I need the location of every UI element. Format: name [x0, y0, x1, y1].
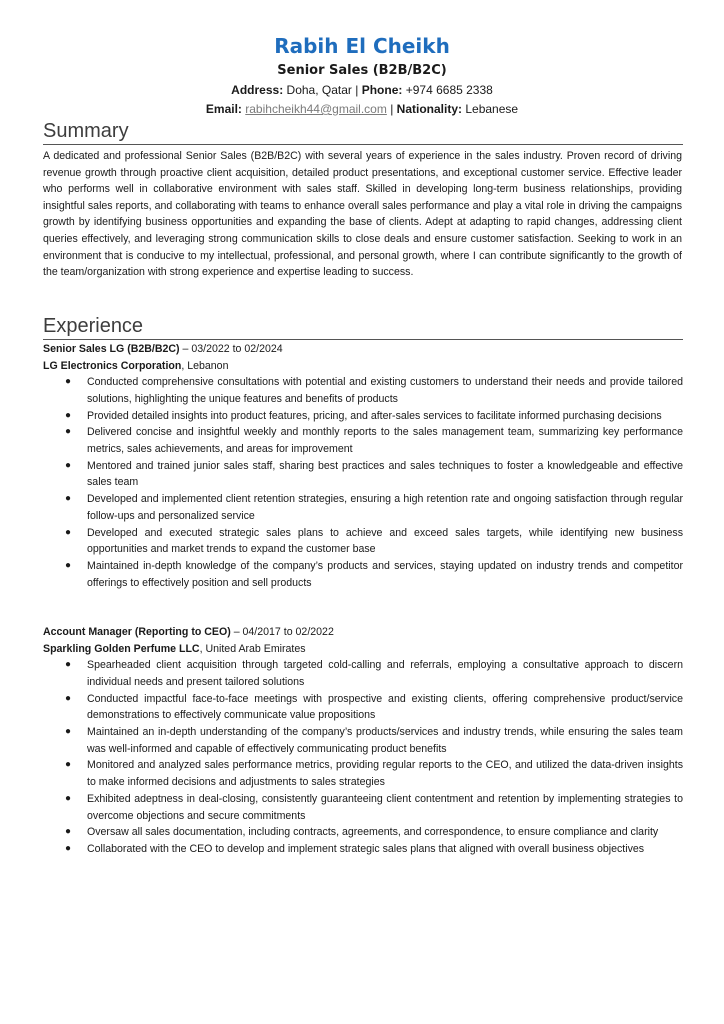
list-item [43, 841, 683, 858]
bullet-icon: ● [65, 459, 72, 471]
bullet-icon: ● [65, 426, 72, 438]
candidate-role: Senior Sales (B2B/B2C) [277, 63, 447, 78]
bullet-icon: ● [65, 559, 72, 571]
job-title: Account Manager (Reporting to CEO) [43, 626, 231, 638]
bullet-icon: ● [65, 526, 72, 538]
bullet-icon: ● [65, 842, 72, 854]
company-line [43, 358, 683, 375]
list-item-text: Developed and implemented client retention strategies, ensuring a high retention rate and ongoing satisfaction through regular follow-ups and personalized service [87, 493, 683, 522]
contact-line-email-nationality [0, 100, 724, 119]
list-item [43, 757, 683, 790]
company-name: LG Electronics Corporation [43, 359, 182, 372]
candidate-name: Rabih El Cheikh [274, 34, 450, 58]
bullet-icon: ● [65, 659, 72, 671]
job-dates: – 04/2017 to 02/2022 [230, 626, 334, 638]
list-item-text: Delivered concise and insightful weekly and monthly reports to the sales management team, summarizing key performance metrics, sales achievements, and areas for improvement [87, 426, 683, 455]
list-item-text: Exhibited adeptness in deal-closing, consistently guaranteeing client contentment and retention by implementing strategies to overcome objections and secure commitments [87, 792, 683, 822]
separator: | [390, 102, 394, 116]
bullet-icon: ● [65, 726, 72, 737]
company-name: Sparkling Golden Perfume LLC [43, 642, 200, 655]
bullet-icon: ● [65, 409, 72, 421]
job-title-line [43, 624, 683, 641]
company-location: , Lebanon [181, 359, 229, 372]
bullet-icon: ● [65, 376, 72, 388]
company-line [43, 641, 683, 658]
list-item-text: Monitored and analyzed sales performance metrics, providing regular reports to the CEO, and utilized the data-driven insights to make informed decisions and adjustments to sales strategies [87, 759, 683, 789]
contact-line-address-phone [0, 81, 724, 100]
separator: | [355, 83, 359, 97]
bullet-icon: ● [65, 692, 72, 704]
address-label: Address: [231, 83, 284, 97]
experience-heading: Experience [43, 314, 683, 340]
list-item-text: Collaborated with the CEO to develop and implement strategic sales plans that aligned with overall business objectives [87, 842, 645, 855]
responsibility-list [43, 374, 683, 591]
company-location: , United Arab Emirates [199, 642, 306, 655]
phone-value: +974 6685 2338 [405, 83, 493, 97]
list-item [43, 657, 683, 690]
list-item-text: Provided detailed insights into product features, pricing, and after-sales services to facilitate informed purchasing decisions [87, 409, 662, 422]
list-item [43, 558, 683, 591]
nationality-value: Lebanese [465, 102, 519, 116]
summary-text: A dedicated and professional Senior Sales (B2B/B2C) with several years of experience in the sales industry. Proven record of driving revenue growth through proactive client acquisition, detailed product presentations, and exceptional customer service. Effective leader who performs well in collaborative environment with sales staff. Skilled in developing long-term business relationships, providing insightful sales reports, and collaborating with teams to enhance overall sales performance and play a vital role in driving the campaigns growth by identifying business opportunities and expanding the base of clients. Adept at adapting to rapid changes, addressing client queries effectively, and leveraging strong communication skills to close deals and ensure customer satisfaction. Seeking to work in an environment that is conducive to my intellectual, professional, and personal growth, where I can contribute significantly to the growth of the team/organization with strong experience and expertise leading to success. [43, 150, 682, 279]
resume-header [0, 33, 724, 119]
list-item [43, 824, 683, 841]
responsibility-list [43, 657, 683, 857]
list-item [43, 374, 683, 407]
list-item-text: Conducted impactful face-to-face meetings with prospective and existing clients, offering comprehensive product/service demonstrations to effectively communicate value propositions [87, 692, 683, 722]
list-item [43, 424, 683, 457]
list-item [43, 724, 683, 757]
job-title-line [43, 341, 683, 358]
list-item-text: Maintained an in-depth understanding of the company’s products/services and industry trends, while ensuring the sales team was well-informed and capable of effectively communicating product benefits [87, 726, 683, 755]
list-item-text: Developed and executed strategic sales plans to achieve and exceed sales targets, while identifying new business opportunities and market trends to expand the customer base [87, 526, 683, 556]
email-label: Email: [205, 102, 242, 116]
job-title: Senior Sales LG (B2B/B2C) [43, 343, 180, 355]
bullet-icon: ● [65, 493, 72, 505]
list-item [43, 491, 683, 524]
list-item-text: Mentored and trained junior sales staff, sharing best practices and sales techniques to foster a knowledgeable and effective sales team [87, 459, 683, 489]
job-dates: – 03/2022 to 02/2024 [179, 343, 283, 355]
summary-heading: Summary [43, 119, 683, 145]
bullet-icon: ● [65, 759, 72, 771]
job-entry-sparkling [43, 624, 683, 858]
list-item [43, 408, 683, 425]
bullet-icon: ● [65, 792, 72, 804]
list-item-text: Conducted comprehensive consultations with potential and existing customers to understand their needs and provide tailored solutions, highlighting the unique features and benefits of products [87, 376, 683, 405]
bullet-icon: ● [65, 826, 72, 838]
list-item-text: Maintained in-depth knowledge of the company’s products and services, staying updated on industry trends and competitor offerings to effectively position and sell products [87, 559, 683, 589]
list-item-text: Oversaw all sales documentation, including contracts, agreements, and correspondence, to ensure compliance and clarity [87, 826, 659, 839]
job-entry-lg [43, 341, 683, 591]
email-link[interactable]: rabihcheikh44@gmail.com [245, 102, 387, 116]
address-value: Doha, Qatar [286, 83, 352, 97]
list-item [43, 691, 683, 724]
list-item [43, 458, 683, 491]
list-item-text: Spearheaded client acquisition through targeted cold-calling and referrals, employing a consultative approach to discern individual needs and present tailored solutions [87, 659, 683, 688]
nationality-label: Nationality: [396, 102, 463, 116]
list-item [43, 525, 683, 558]
list-item [43, 791, 683, 824]
phone-label: Phone: [361, 83, 403, 97]
